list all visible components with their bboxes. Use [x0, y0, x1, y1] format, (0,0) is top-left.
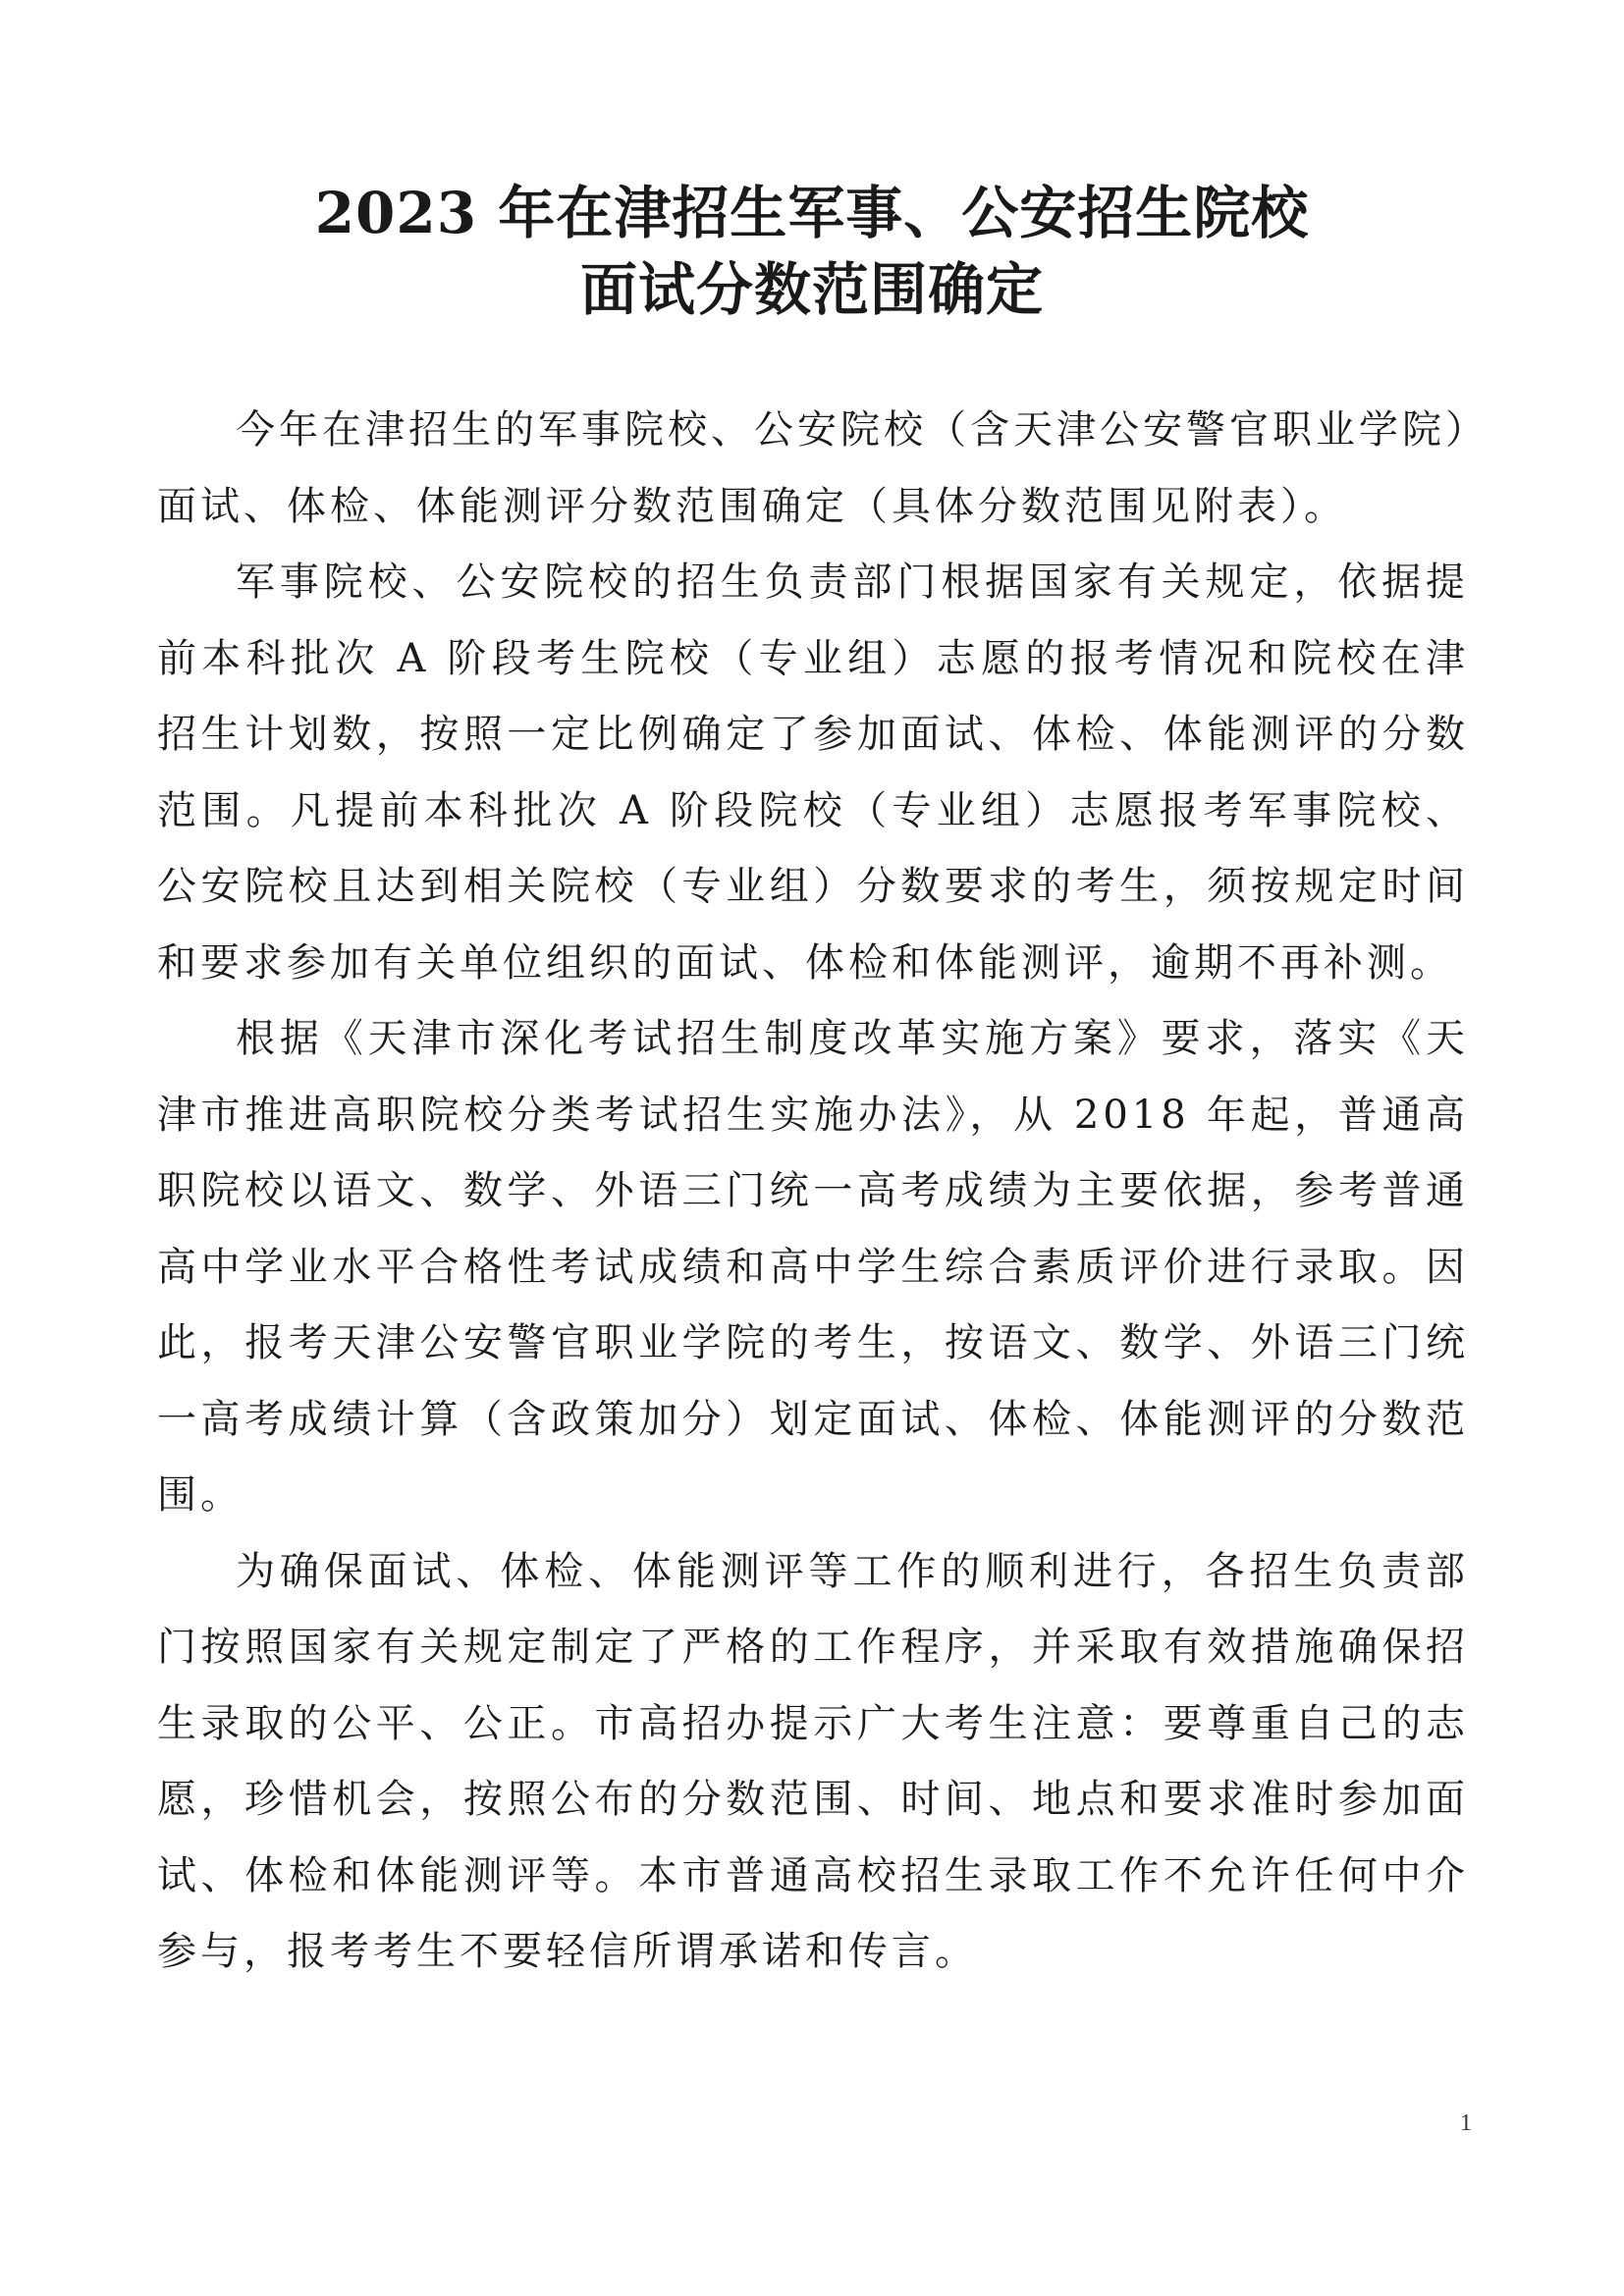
paragraph-3: 根据《天津市深化考试招生制度改革实施方案》要求，落实《天津市推进高职院校分类考试招生实施办法》，从 2018 年起，普通高职院校以语文、数学、外语三门统一高考成绩为主要依据，参考普通高中学业水平合格性考试成绩和高中学生综合素质评价进行录取。因此，报考天津公安警官职业学院的考生，按语文、数学、外语三门统一高考成绩计算（含政策加分）划定面试、体检、体能测评的分数范围。 — [157, 1016, 1469, 1518]
paragraph-4: 为确保面试、体检、体能测评等工作的顺利进行，各招生负责部门按照国家有关规定制定了严格的工作程序，并采取有效措施确保招生录取的公平、公正。市高招办提示广大考生注意：要尊重自己的志愿，珍惜机会，按照公布的分数范围、时间、地点和要求准时参加面试、体检和体能测评等。本市普通高校招生录取工作不允许任何中介参与，报考考生不要轻信所谓承诺和传言。 — [157, 1548, 1469, 1974]
title-line-2: 面试分数范围确定 — [579, 256, 1044, 323]
page-number: 1 — [1460, 2110, 1472, 2136]
document-body — [157, 393, 1469, 1991]
paragraph-1: 今年在津招生的军事院校、公安院校（含天津公安警官职业学院）面试、体检、体能测评分数范围确定（具体分数范围见附表）。 — [157, 407, 1469, 529]
paragraph-2: 军事院校、公安院校的招生负责部门根据国家有关规定，依据提前本科批次 A 阶段考生院校（专业组）志愿的报考情况和院校在津招生计划数，按照一定比例确定了参加面试、体检、体能测评的分数范围。凡提前本科批次 A 阶段院校（专业组）志愿报考军事院校、公安院校且达到相关院校（专业组）分数要求的考生，须按规定时间和要求参加有关单位组织的面试、体检和体能测评，逾期不再补测。 — [157, 560, 1469, 986]
title-line-1: 2023 年在津招生军事、公安招生院校 — [314, 180, 1310, 246]
document-title — [0, 175, 1624, 328]
